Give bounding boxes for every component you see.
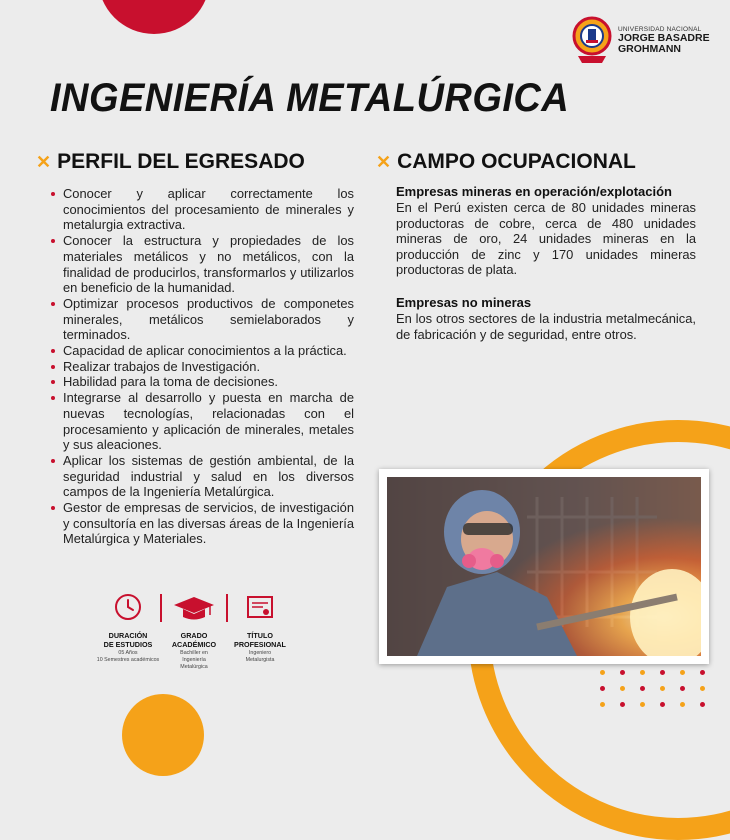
university-seal-icon xyxy=(572,16,612,66)
x-bullet-icon: ✕ xyxy=(36,151,52,172)
decorative-dot xyxy=(660,670,665,675)
list-item: Conocer y aplicar correctamente los conocimientos del procesamiento de minerales y metalurgia extractiva. xyxy=(48,186,354,233)
decorative-dot xyxy=(700,702,705,707)
degree-info xyxy=(160,592,228,671)
decorative-dot xyxy=(680,702,685,707)
list-item: Habilidad para la toma de decisiones. xyxy=(48,374,354,390)
list-item: Optimizar procesos productivos de componetes minerales, metálicos semielaborados y terminados. xyxy=(48,296,354,343)
title-info xyxy=(228,592,292,664)
logo-line-2: JORGE BASADRE xyxy=(618,32,710,45)
logo-line-1: UNIVERSIDAD NACIONAL xyxy=(618,25,702,33)
decorative-dot xyxy=(700,670,705,675)
list-item: Conocer la estructura y propiedades de los materiales metálicos y no metálicos, con la finalidad de producirlos, transformarlos y utilizarlos en beneficio de la humanidad. xyxy=(48,233,354,296)
list-item: Capacidad de aplicar conocimientos a la práctica. xyxy=(48,343,354,359)
mining-companies-block xyxy=(396,184,696,278)
university-logo xyxy=(572,12,722,70)
list-item: Aplicar los sistemas de gestión ambiental, de la seguridad industrial y salud en los diversos campos de la Ingeniería Metalúrgica. xyxy=(48,453,354,500)
profile-list xyxy=(48,186,354,547)
non-mining-companies-block xyxy=(396,295,696,342)
degree-sub-3: Metalúrgica xyxy=(180,664,208,670)
duration-label-1: DURACIÓN xyxy=(108,631,148,640)
title-sub-1: Ingeniero xyxy=(248,650,272,656)
duration-sub-2: 10 Semestres académicos xyxy=(96,657,160,663)
decorative-red-circle xyxy=(98,0,210,34)
mining-text: En el Perú existen cerca de 80 unidades mineras productoras de cobre, cerca de 480 unidades mineras de oro, 24 unidades mineras en la producción de zinc y 170 unidades mineras productoras de plata. xyxy=(396,200,696,278)
decorative-dot xyxy=(660,686,665,691)
decorative-dot xyxy=(620,686,625,691)
profile-heading xyxy=(36,150,305,174)
degree-sub-1: Bachiller en xyxy=(180,650,208,656)
decorative-dot xyxy=(680,670,685,675)
diploma-icon xyxy=(245,592,275,622)
duration-sub-1: 05 Años xyxy=(118,650,138,656)
list-item: Integrarse al desarrollo y puesta en marcha de nuevas tecnologías, relacionadas con el procesamiento y aplicación de minerales, metales y sus aleaciones. xyxy=(48,390,354,453)
logo-line-3: GROHMANN xyxy=(618,43,681,56)
list-item: Gestor de empresas de servicios, de investigación y consultoría en las diversas áreas de la Ingeniería Metalúrgica y Materiales. xyxy=(48,500,354,547)
campo-heading-text: CAMPO OCUPACIONAL xyxy=(397,150,636,173)
non-mining-title: Empresas no mineras xyxy=(396,295,532,310)
graduation-cap-icon xyxy=(172,592,216,622)
campo-heading xyxy=(376,150,636,174)
decorative-dot xyxy=(660,702,665,707)
degree-label-1: GRADO xyxy=(180,631,208,640)
title-label-1: TÍTULO xyxy=(247,631,273,640)
page-title: INGENIERÍA METALÚRGICA xyxy=(50,76,570,120)
title-label-2: PROFESIONAL xyxy=(234,640,286,649)
mining-title: Empresas mineras en operación/explotación xyxy=(396,184,672,199)
decorative-dot xyxy=(600,670,605,675)
clock-icon xyxy=(113,592,143,622)
degree-label-2: ACADÉMICO xyxy=(171,640,217,649)
decorative-dot xyxy=(640,702,645,707)
decorative-dot xyxy=(640,670,645,675)
profile-heading-text: PERFIL DEL EGRESADO xyxy=(57,150,305,173)
decorative-dot xyxy=(700,686,705,691)
title-sub-2: Metalurgista xyxy=(245,657,275,663)
decorative-dot xyxy=(640,686,645,691)
non-mining-text: En los otros sectores de la industria metalmecánica, de fabricación y de seguridad, entre otros. xyxy=(396,311,696,342)
degree-sub-2: Ingeniería xyxy=(182,657,206,663)
x-bullet-icon: ✕ xyxy=(376,151,392,172)
list-item: Realizar trabajos de Investigación. xyxy=(48,359,354,375)
decorative-yellow-circle xyxy=(122,694,204,776)
duration-label-2: DE ESTUDIOS xyxy=(103,640,153,649)
decorative-dot xyxy=(620,670,625,675)
decorative-dot xyxy=(680,686,685,691)
metallurgy-worker-photo xyxy=(379,469,709,664)
decorative-dot xyxy=(600,686,605,691)
decorative-dot xyxy=(600,702,605,707)
decorative-dot xyxy=(620,702,625,707)
